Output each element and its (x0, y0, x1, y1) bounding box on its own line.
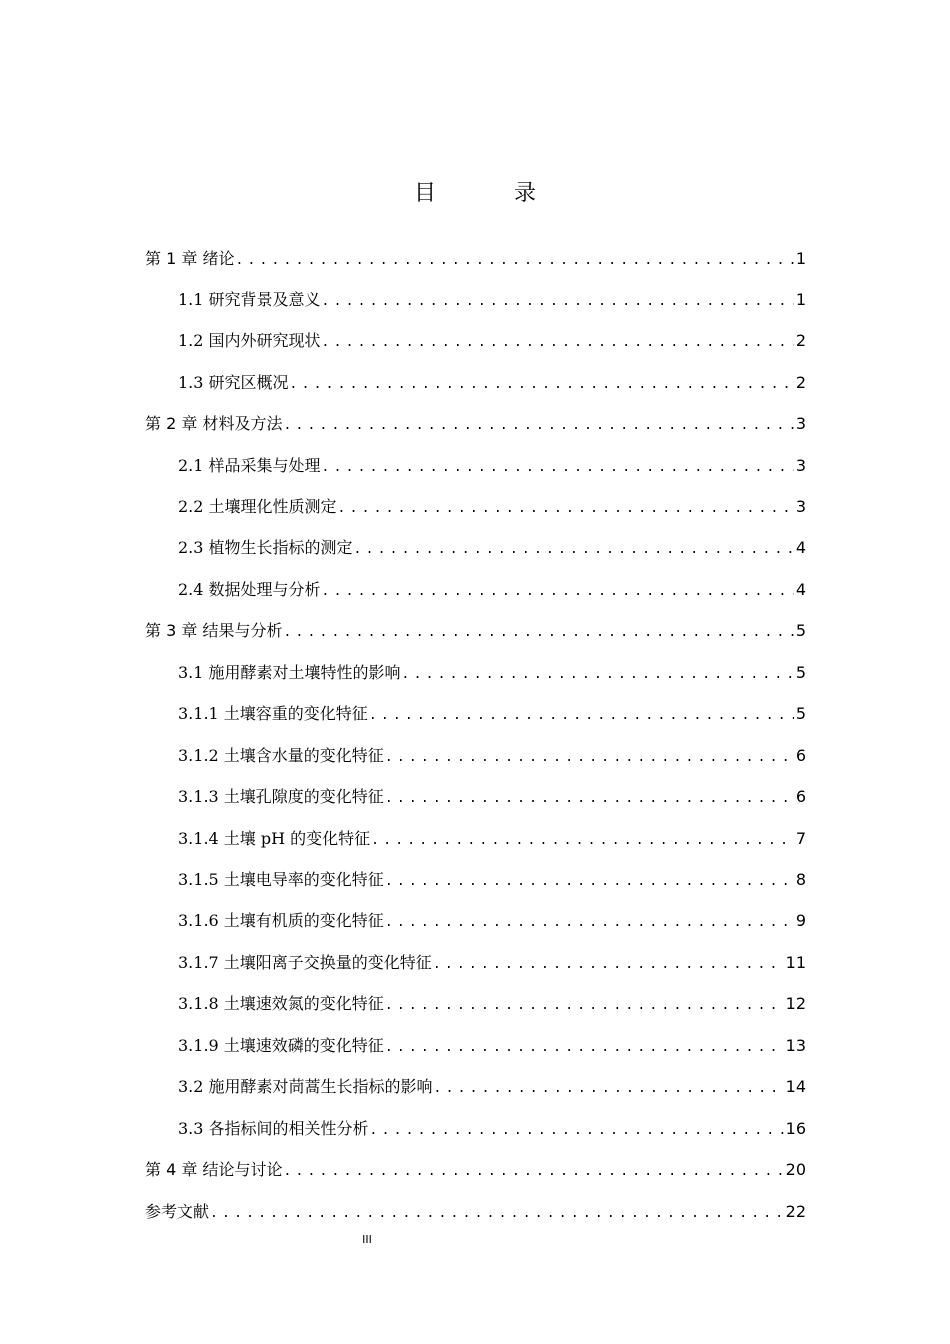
toc-leader-dots (283, 1159, 783, 1185)
toc-entry-page: 22 (785, 1202, 806, 1221)
toc-entry-page: 14 (785, 1077, 806, 1096)
toc-entry-label: 第 4 章 结论与讨论 (145, 1160, 283, 1179)
toc-entry-section-3-1-7[interactable] (178, 950, 806, 976)
toc-entry-page: 1 (795, 290, 806, 309)
toc-entry-chapter-4[interactable] (145, 1157, 806, 1183)
toc-entry-page: 9 (795, 911, 806, 930)
toc-entry-label: 第 2 章 材料及方法 (145, 414, 283, 433)
toc-entry-section-3-1-5[interactable] (178, 867, 806, 893)
toc-leader-dots (385, 745, 794, 771)
toc-title: 目 录 (413, 181, 564, 206)
toc-entry-section-3-1-8[interactable] (178, 991, 806, 1017)
toc-entry-page: 2 (795, 373, 806, 392)
toc-entry-section-1-3[interactable] (178, 370, 806, 396)
toc-entry-section-2-4[interactable] (178, 577, 806, 603)
toc-entry-label: 1.1 研究背景及意义 (178, 290, 321, 309)
toc-leader-dots (322, 289, 794, 315)
toc-leader-dots (322, 579, 794, 605)
toc-leader-dots (290, 372, 794, 398)
toc-leader-dots (385, 869, 794, 895)
toc-leader-dots (433, 952, 784, 978)
toc-entry-page: 6 (795, 746, 806, 765)
toc-entry-page: 12 (785, 994, 806, 1013)
toc-entry-label: 3.2 施用酵素对茼蒿生长指标的影响 (178, 1077, 433, 1096)
toc-leader-dots (369, 703, 794, 729)
toc-leader-dots (370, 1118, 784, 1144)
toc-entry-section-3-1[interactable] (178, 660, 806, 686)
toc-entry-label: 第 3 章 结果与分析 (145, 621, 283, 640)
toc-entry-section-1-1[interactable] (178, 287, 806, 313)
toc-entry-label: 3.1.7 土壤阳离子交换量的变化特征 (178, 953, 432, 972)
toc-entry-section-3-1-4[interactable] (178, 826, 806, 852)
toc-leader-dots (210, 1201, 784, 1227)
toc-leader-dots (283, 620, 793, 646)
toc-entry-page: 8 (795, 870, 806, 889)
toc-entry-section-2-2[interactable] (178, 494, 806, 520)
toc-leader-dots (283, 413, 793, 439)
toc-entry-label: 3.1.5 土壤电导率的变化特征 (178, 870, 384, 889)
page-number: III (362, 1233, 372, 1246)
toc-entry-label: 2.2 土壤理化性质测定 (178, 497, 337, 516)
toc-entry-page: 16 (785, 1119, 806, 1138)
toc-leader-dots (322, 330, 794, 356)
toc-entry-page: 1 (795, 249, 806, 268)
toc-leader-dots (322, 455, 794, 481)
toc-entry-label: 3.1 施用酵素对土壤特性的影响 (178, 663, 401, 682)
toc-entry-label: 3.1.1 土壤容重的变化特征 (178, 704, 368, 723)
toc-entry-chapter-1[interactable] (145, 246, 806, 272)
toc-leader-dots (402, 662, 794, 688)
toc-leader-dots (371, 828, 794, 854)
toc-entry-chapter-2[interactable] (145, 411, 806, 437)
toc-entry-label: 第 1 章 绪论 (145, 249, 235, 268)
toc-entry-label: 2.4 数据处理与分析 (178, 580, 321, 599)
toc-entry-section-3-1-9[interactable] (178, 1033, 806, 1059)
toc-entry-section-3-1-3[interactable] (178, 784, 806, 810)
toc-entry-page: 6 (795, 787, 806, 806)
toc-entry-label: 3.1.8 土壤速效氮的变化特征 (178, 994, 384, 1013)
toc-entry-page: 5 (795, 663, 806, 682)
toc-entry-page: 11 (785, 953, 806, 972)
toc-leader-dots (385, 786, 794, 812)
toc-entry-section-2-3[interactable] (178, 535, 806, 561)
toc-entry-section-3-2[interactable] (178, 1074, 806, 1100)
toc-entry-page: 7 (795, 829, 806, 848)
toc-leader-dots (385, 1035, 784, 1061)
toc-entry-section-3-1-6[interactable] (178, 908, 806, 934)
toc-entry-page: 2 (795, 331, 806, 350)
toc-entry-page: 5 (795, 621, 806, 640)
toc-entry-section-2-1[interactable] (178, 453, 806, 479)
toc-entry-label: 3.1.6 土壤有机质的变化特征 (178, 911, 384, 930)
toc-entry-page: 20 (785, 1160, 806, 1179)
toc-entry-section-3-3[interactable] (178, 1116, 806, 1142)
toc-entry-label: 3.3 各指标间的相关性分析 (178, 1119, 369, 1138)
toc-leader-dots (385, 993, 784, 1019)
toc-entry-references[interactable] (145, 1199, 806, 1225)
toc-entry-label: 3.1.2 土壤含水量的变化特征 (178, 746, 384, 765)
toc-entry-page: 4 (795, 538, 806, 557)
toc-entry-label: 1.2 国内外研究现状 (178, 331, 321, 350)
toc-entry-section-1-2[interactable] (178, 328, 806, 354)
toc-entry-label: 2.3 植物生长指标的测定 (178, 538, 353, 557)
toc-entry-label: 3.1.9 土壤速效磷的变化特征 (178, 1036, 384, 1055)
toc-leader-dots (354, 537, 794, 563)
toc-entry-section-3-1-2[interactable] (178, 743, 806, 769)
toc-entry-label: 1.3 研究区概况 (178, 373, 289, 392)
toc-leader-dots (385, 910, 794, 936)
toc-entry-page: 4 (795, 580, 806, 599)
toc-entry-label: 参考文献 (145, 1202, 210, 1221)
toc-entry-section-3-1-1[interactable] (178, 701, 806, 727)
toc-leader-dots (338, 496, 794, 522)
toc-entry-page: 5 (795, 704, 806, 723)
toc-leader-dots (235, 248, 793, 274)
toc-entry-label: 2.1 样品采集与处理 (178, 456, 321, 475)
toc-entry-label: 3.1.3 土壤孔隙度的变化特征 (178, 787, 384, 806)
toc-entry-page: 3 (795, 456, 806, 475)
toc-entry-label: 3.1.4 土壤 pH 的变化特征 (178, 829, 371, 848)
toc-entry-page: 3 (795, 497, 806, 516)
toc-entry-chapter-3[interactable] (145, 618, 806, 644)
toc-entry-page: 3 (795, 414, 806, 433)
toc-entry-page: 13 (785, 1036, 806, 1055)
toc-leader-dots (434, 1076, 784, 1102)
